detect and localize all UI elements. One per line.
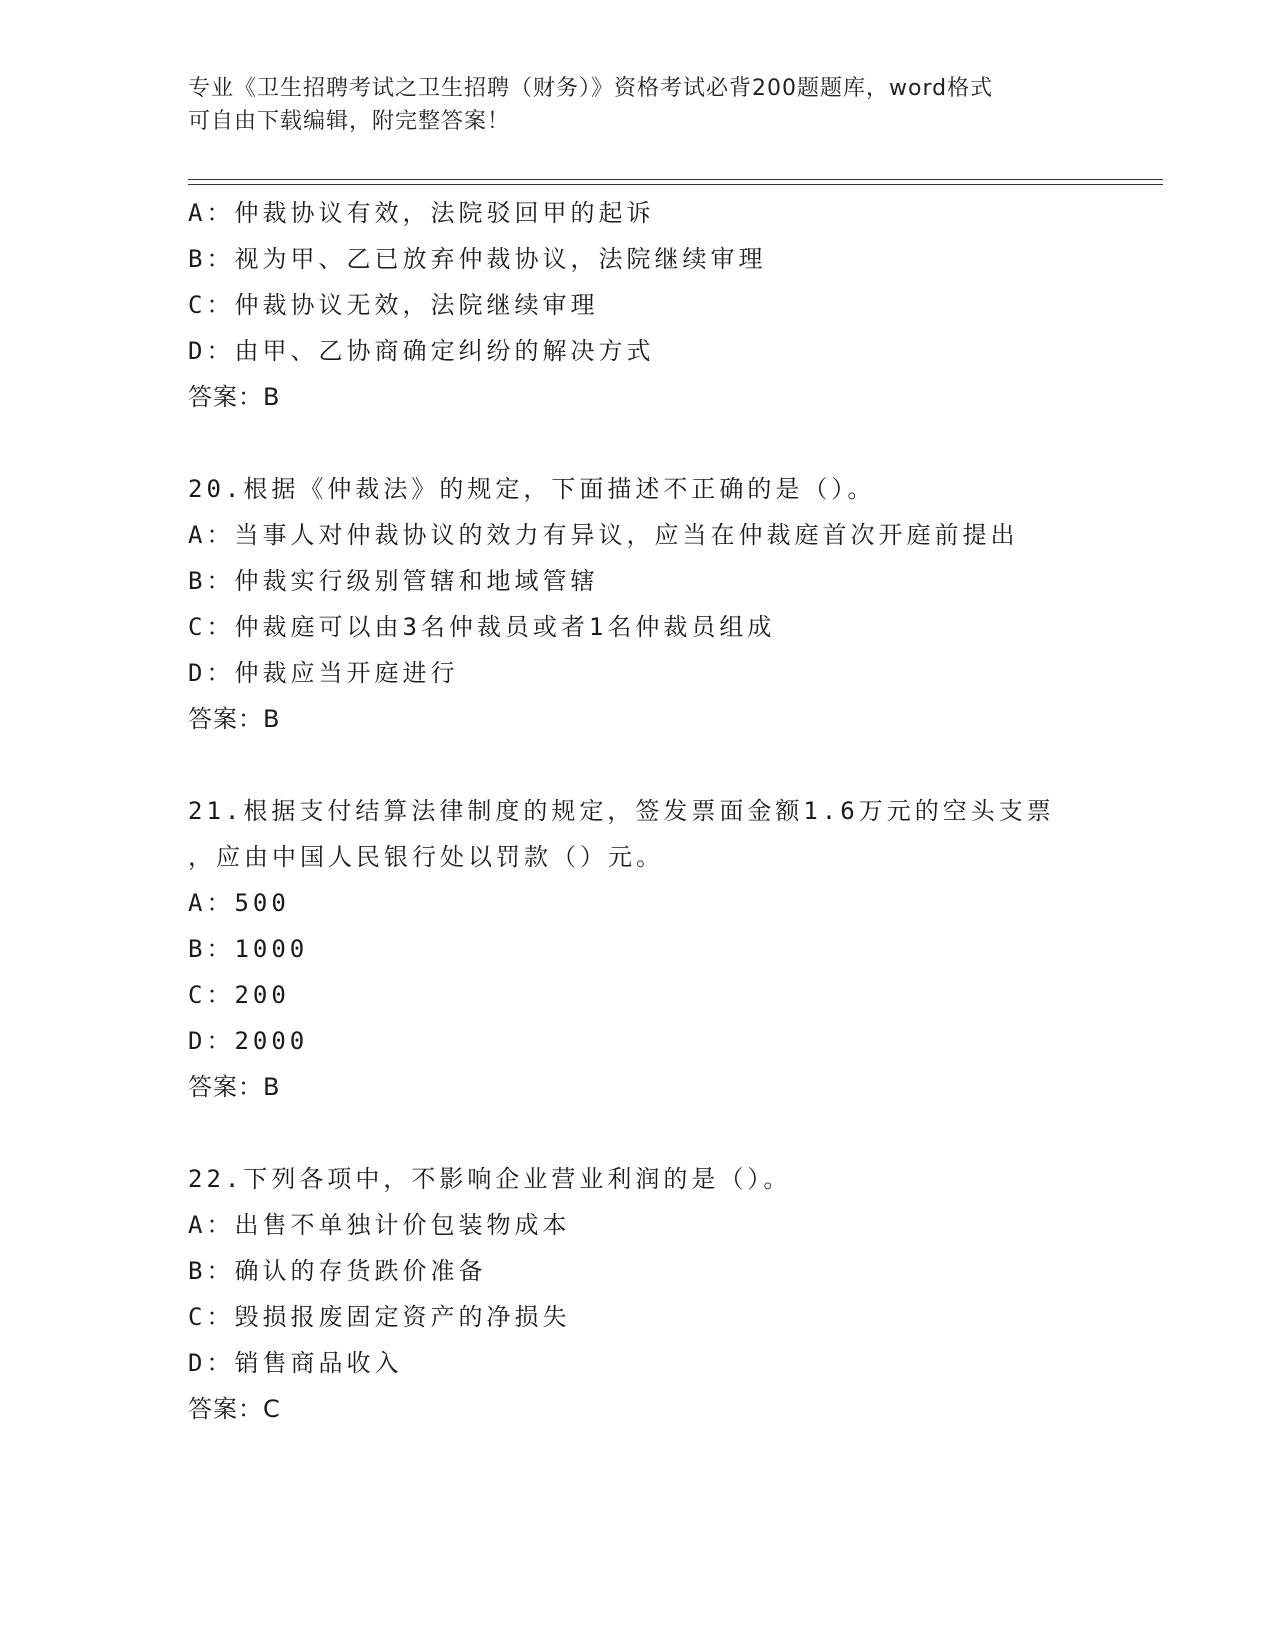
header-divider-top [188,179,1163,180]
option-d: D：由甲、乙协商确定纠纷的解决方式 [188,337,655,365]
option-d: D：2000 [188,1027,309,1055]
option-b: B：1000 [188,935,309,963]
question-21 [188,788,1148,1110]
option-a: A：仲裁协议有效，法院驳回甲的起诉 [188,199,655,227]
answer-label: 答案：B [188,383,281,411]
answer-label: 答案：B [188,705,281,733]
document-header [188,72,1088,138]
option-b: B：仲裁实行级别管辖和地域管辖 [188,567,599,595]
spacer [188,742,1148,788]
option-c: C：毁损报废固定资产的净损失 [188,1303,571,1331]
option-a: A：当事人对仲裁协议的效力有异议，应当在仲裁庭首次开庭前提出 [188,521,1019,549]
question-20 [188,466,1148,742]
question-stem: 20.根据《仲裁法》的规定，下面描述不正确的是（）。 [188,475,876,503]
option-b: B：视为甲、乙已放弃仲裁协议，法院继续审理 [188,245,767,273]
option-c: C：仲裁庭可以由3名仲裁员或者1名仲裁员组成 [188,613,776,641]
option-d: D：仲裁应当开庭进行 [188,659,459,687]
answer-label: 答案：B [188,1073,281,1101]
option-b: B：确认的存货跌价准备 [188,1257,487,1285]
header-line-2: 可自由下载编辑，附完整答案！ [188,109,511,134]
option-a: A：出售不单独计价包装物成本 [188,1211,571,1239]
question-19 [188,190,1148,420]
header-divider-bottom [188,184,1163,185]
question-stem: 22.下列各项中，不影响企业营业利润的是（）。 [188,1165,792,1193]
header-line-1: 专业《卫生招聘考试之卫生招聘（财务）》资格考试必背200题题库，word格式 [188,76,994,101]
option-d: D：销售商品收入 [188,1349,403,1377]
question-list [188,190,1148,1432]
answer-label: 答案：C [188,1395,281,1423]
question-22 [188,1156,1148,1432]
spacer [188,1110,1148,1156]
option-a: A：500 [188,889,290,917]
question-stem-line-1: 21.根据支付结算法律制度的规定，签发票面金额1.6万元的空头支票 [188,797,1055,825]
question-stem-line-2: ，应由中国人民银行处以罚款（）元。 [188,843,664,871]
option-c: C：仲裁协议无效，法院继续审理 [188,291,599,319]
spacer [188,420,1148,466]
option-c: C：200 [188,981,290,1009]
